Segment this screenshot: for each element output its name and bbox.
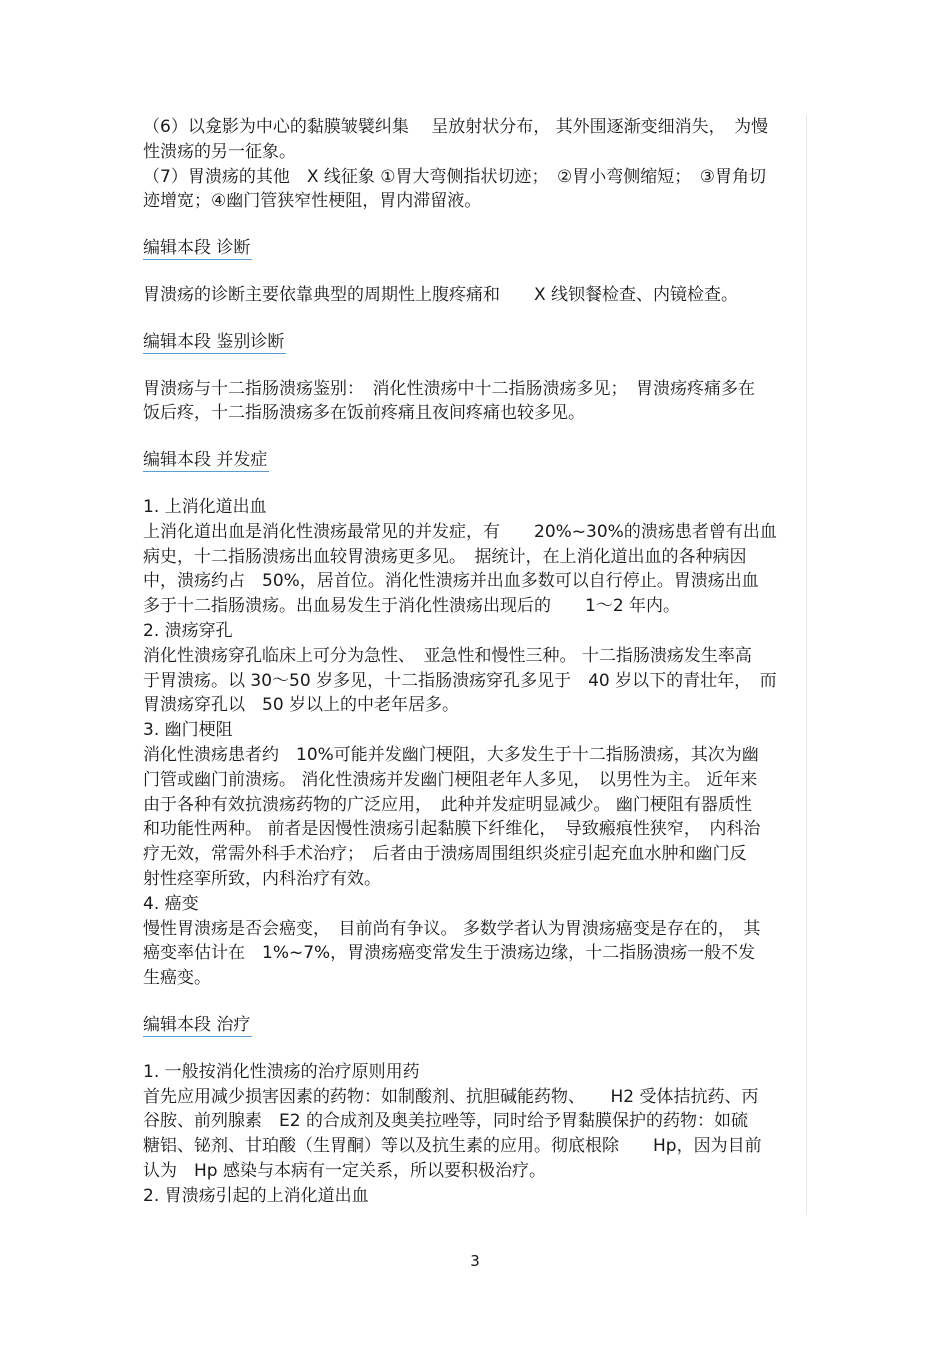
paragraph-line: 认为 Hp 感染与本病有一定关系，所以要积极治疗。 [143,1160,546,1181]
paragraph-line: 慢性胃溃疡是否会癌变， 目前尚有争议。 多数学者认为胃溃疡癌变是存在的， 其 [143,918,761,939]
paragraph-line: 和功能性两种。 前者是因慢性溃疡引起黏膜下纤维化， 导致瘢痕性狭窄， 内科治 [143,819,761,840]
spacer [143,261,806,283]
edit-section-link[interactable] [143,1014,252,1037]
spacer [143,473,806,495]
paragraph-line: 迹增宽；④幽门管狭窄性梗阻，胃内滞留液。 [143,191,482,212]
document-content [143,115,807,1215]
paragraph-line: 疗无效，常需外科手术治疗； 后者由于溃疡周围组织炎症引起充血水肿和幽门反 [143,844,747,865]
edit-link-label[interactable]: 编辑本段 [143,450,211,471]
paragraph-line: （6）以龛影为中心的黏膜皱襞纠集 呈放射状分布， 其外围逐渐变细消失， 为慢 [143,117,769,137]
paragraph-line: （7）胃溃疡的其他 X 线征象 ①胃大弯侧指状切迹； ②胃小弯侧缩短； ③胃角切 [143,166,766,187]
paragraph-line: 由于各种有效抗溃疡药物的广泛应用， 此种并发症明显减少。 幽门梗阻有器质性 [143,794,752,815]
paragraph-line: 3. 幽门梗阻 [143,720,233,741]
section-title: 并发症 [216,450,268,471]
paragraph-line: 上消化道出血是消化性溃疡最常见的并发症，有 20%~30%的溃疡患者曾有出血 [143,521,777,542]
edit-link-label[interactable]: 编辑本段 [143,238,211,259]
paragraph-line: 癌变率估计在 1%~7%，胃溃疡癌变常发生于溃疡边缘，十二指肠溃疡一般不发 [143,943,756,964]
edit-section-link[interactable] [143,331,286,354]
paragraph-line: 于胃溃疡。以 30～50 岁多见，十二指肠溃疡穿孔多见于 40 岁以下的青壮年， 而 [143,670,777,691]
edit-section-link[interactable] [143,449,269,472]
paragraph-line: 首先应用减少损害因素的药物：如制酸剂、抗胆碱能药物、 H2 受体拮抗药、丙 [143,1086,759,1107]
page-number: 3 [470,1252,480,1270]
paragraph-line: 糖铝、铋剂、甘珀酸（生胃酮）等以及抗生素的应用。彻底根除 Hp，因为目前 [143,1136,762,1157]
section-title: 诊断 [216,238,251,259]
paragraph-line: 中，溃疡约占 50%，居首位。消化性溃疡并出血多数可以自行停止。胃溃疡出血 [143,571,759,592]
paragraph-line: 4. 癌变 [143,893,199,914]
spacer [143,355,806,377]
section-heading-diagnosis [143,236,806,261]
spacer [143,1038,806,1060]
paragraph-line: 消化性溃疡穿孔临床上可分为急性、 亚急性和慢性三种。 十二指肠溃疡发生率高 [143,645,752,666]
section-heading-complications [143,448,806,473]
paragraph-line: 生癌变。 [143,968,211,989]
paragraph-line: 多于十二指肠溃疡。出血易发生于消化性溃疡出现后的 1～2 年内。 [143,596,681,617]
edit-link-label[interactable]: 编辑本段 [143,1014,211,1035]
spacer [143,214,806,236]
paragraph-line: 门管或幽门前溃疡。 消化性溃疡并发幽门梗阻老年人多见， 以男性为主。 近年来 [143,769,758,790]
paragraph-line: 饭后疼，十二指肠溃疡多在饭前疼痛且夜间疼痛也较多见。 [143,403,585,424]
paragraph-line: 1. 一般按消化性溃疡的治疗原则用药 [143,1061,420,1082]
section-heading-treatment [143,1013,806,1038]
edit-link-label[interactable]: 编辑本段 [143,331,211,352]
paragraph-line: 1. 上消化道出血 [143,496,267,517]
paragraph-line: 病史，十二指肠溃疡出血较胃溃疡更多见。 据统计，在上消化道出血的各种病因 [143,546,747,567]
paragraph-line: 谷胺、前列腺素 E2 的合成剂及奥美拉唑等，同时给予胃黏膜保护的药物：如硫 [143,1111,748,1132]
spacer [143,308,806,330]
spacer [143,991,806,1013]
section-title: 治疗 [216,1014,251,1035]
paragraph-line: 性溃疡的另一征象。 [143,141,296,162]
paragraph-line: 胃溃疡与十二指肠溃疡鉴别： 消化性溃疡中十二指肠溃疡多见； 胃溃疡疼痛多在 [143,378,755,399]
paragraph-line: 消化性溃疡患者约 10%可能并发幽门梗阻，大多发生于十二指肠溃疡，其次为幽 [143,744,759,765]
paragraph-line: 2. 溃疡穿孔 [143,620,233,641]
edit-section-link[interactable] [143,237,252,260]
paragraph-line: 射性痉挛所致，内科治疗有效。 [143,868,381,889]
paragraph-line: 2. 胃溃疡引起的上消化道出血 [143,1185,369,1206]
paragraph-line: 胃溃疡的诊断主要依靠典型的周期性上腹疼痛和 X 线钡餐检查、内镜检查。 [143,284,739,305]
section-heading-differential [143,330,806,355]
paragraph-line: 胃溃疡穿孔以 50 岁以上的中老年居多。 [143,695,460,716]
section-title: 鉴别诊断 [216,331,285,352]
spacer [143,426,806,448]
